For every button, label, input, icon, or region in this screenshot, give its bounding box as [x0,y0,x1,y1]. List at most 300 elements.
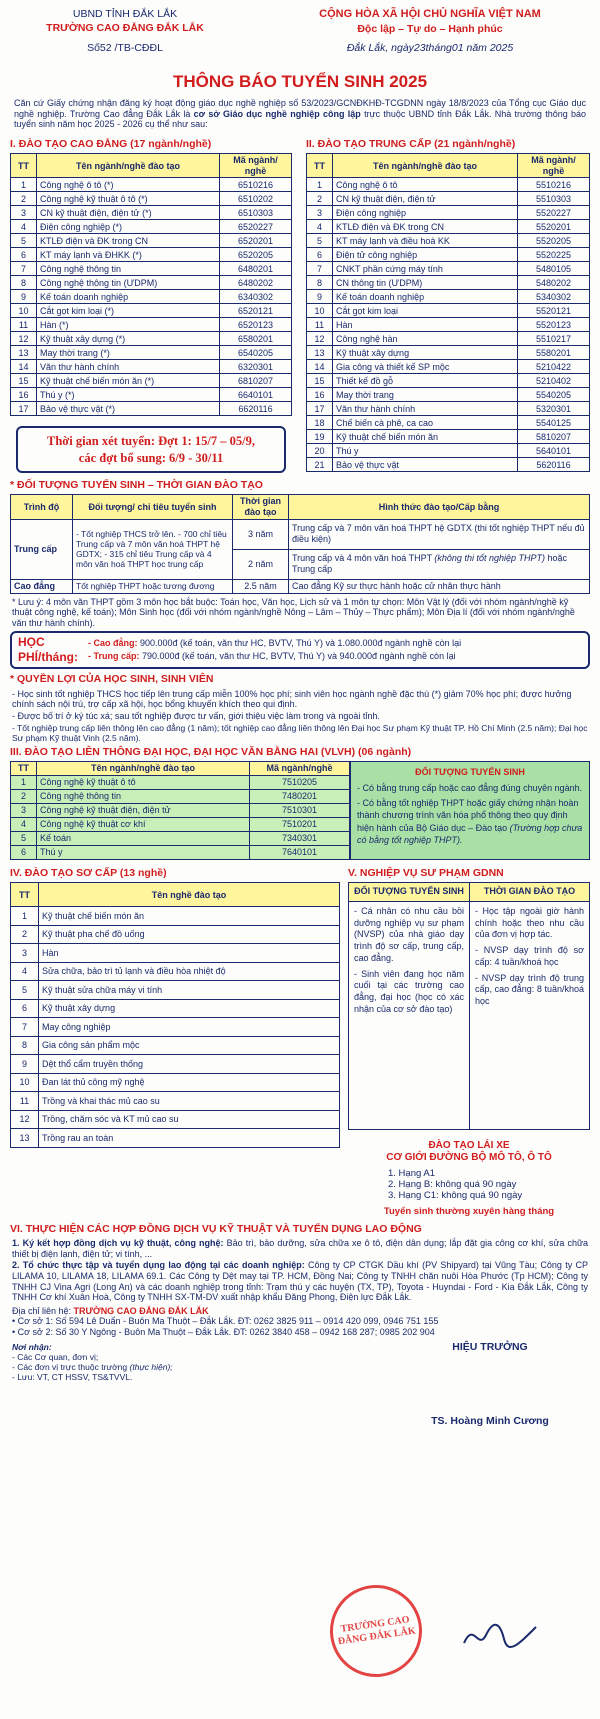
tc-table-cell: Hàn [333,318,518,332]
tc-table-cell: 5 [307,234,333,248]
admission-time-banner [16,426,286,473]
lt-table-row [11,832,350,846]
tc-table-cell: 5620116 [518,458,590,472]
sc-table-cell: 9 [11,1055,39,1074]
dt-tc-object: - Tốt nghiệp THCS trở lên. - 700 chỉ tiêu Trung cấp và 7 môn văn hoá THPT hệ GDTX; - 315 chỉ tiêu Trung cấp và 4 môn văn hoá THPT học trung cấp [73,519,233,579]
tc-table-cell: 15 [307,374,333,388]
cd-table-cell: 6580201 [220,332,292,346]
sc-th-tt: TT [11,883,39,907]
lt-table-row [11,790,350,804]
tc-table-cell: 18 [307,416,333,430]
document-header [10,8,590,70]
cd-table-cell: Công nghệ kỹ thuật ô tô (*) [37,192,220,206]
tc-table-cell: 2 [307,192,333,206]
lt-object-2b: (Trường hợp chưa có bằng tốt nghiệp THPT). [357,822,583,845]
cd-table-cell: Công nghệ ô tô (*) [37,178,220,192]
tc-table-row [307,192,590,206]
tc-table-cell: 5520123 [518,318,590,332]
cd-table-header [11,154,292,178]
tc-table-cell: 9 [307,290,333,304]
tc-table-cell: 5580201 [518,346,590,360]
signer-role: HIỆU TRƯỞNG [452,1340,528,1353]
cd-table-row [11,402,292,416]
tc-th-code: Mã ngành/ nghề [518,154,590,178]
contact-block [12,1306,588,1338]
lt-table-wrap [10,761,350,860]
tc-table-cell: 5520201 [518,220,590,234]
tc-table-cell: 17 [307,402,333,416]
tc-table-cell: 5510217 [518,332,590,346]
tc-table-cell: 5320301 [518,402,590,416]
tc-table-cell: CN kỹ thuật điện, điện tử [333,192,518,206]
page-title: THÔNG BÁO TUYỂN SINH 2025 [172,72,428,91]
cd-table-cell: 6540205 [220,346,292,360]
vi-paragraph-1 [12,1238,588,1259]
sc-table-row [11,981,340,1000]
vi-paragraph-2 [12,1260,588,1302]
tc-table-cell: 5520121 [518,304,590,318]
dt-th-time: Thời gian đào tạo [233,495,289,519]
tc-table-row [307,360,590,374]
tc-table-cell: 7 [307,262,333,276]
cd-table-cell: 14 [11,360,37,374]
lt-table-cell: 7510201 [250,818,350,832]
nv-section-title: V. NGHIỆP VỤ SƯ PHẠM GDNN [348,867,504,879]
cd-table-cell: 6810207 [220,374,292,388]
cd-table-row [11,388,292,402]
sc-table-cell: 1 [11,907,39,926]
lt-table-cell: Công nghệ thông tin [37,790,250,804]
issuer-authority: UBND TỈNH ĐẮK LẮK [72,8,178,20]
cd-table-row [11,290,292,304]
driving-footer: Tuyển sinh thường xuyên hàng tháng [383,1205,555,1217]
tc-table-cell: 10 [307,304,333,318]
sc-nv-section [10,864,590,1217]
tc-table-cell: CN thông tin (ƯDPM) [333,276,518,290]
cd-table-cell: 6510202 [220,192,292,206]
sc-table-body [11,907,340,1148]
national-name: CỘNG HÒA XÃ HỘI CHỦ NGHĨA VIỆT NAM [319,8,541,20]
tc-table-cell: 6 [307,248,333,262]
tc-table-cell: 5540125 [518,416,590,430]
signature-space [390,1353,590,1415]
cd-table-row [11,220,292,234]
tc-table-cell: 14 [307,360,333,374]
tuition-cd-head: - Cao đẳng: [88,637,138,648]
tc-table-cell: 16 [307,388,333,402]
driving-item: 1. Hạng A1 [388,1167,436,1179]
tc-table-cell: 5810207 [518,430,590,444]
tc-table-cell: 11 [307,318,333,332]
cd-table-cell: 1 [11,178,37,192]
cd-table-cell: 17 [11,402,37,416]
driving-section [348,1140,590,1216]
tc-table-cell: Thú y [333,444,518,458]
lt-table-cell: 5 [11,832,37,846]
admission-time-line1: Thời gian xét tuyển: Đợt 1: 15/7 – 05/9, [47,434,255,449]
sc-table-cell: Kỹ thuật sửa chữa máy vi tính [39,981,340,1000]
vi-section-title: VI. THỰC HIỆN CÁC HỢP ĐỒNG DỊCH VỤ KỸ THUẬT VÀ TUYỂN DỤNG LAO ĐỘNG [10,1222,422,1235]
lt-th-code: Mã ngành/nghề [250,762,350,776]
cd-table-cell: 5 [11,234,37,248]
tc-table-cell: 5480105 [518,262,590,276]
cd-table-row [11,262,292,276]
sc-table-cell: 2 [11,925,39,944]
dt-cd-form: Cao đẳng Kỹ sư thực hành hoặc cử nhân thực hành [289,579,590,593]
cd-table [10,153,292,416]
sc-table-cell: 12 [11,1110,39,1129]
cd-table-cell: 7 [11,262,37,276]
cd-table-cell: 15 [11,374,37,388]
cd-table-row [11,276,292,290]
tc-table-row [307,304,590,318]
driving-item: 2. Hạng B: không quá 90 ngày [388,1179,517,1191]
cd-table-cell: 6520201 [220,234,292,248]
cd-table-cell: Điện công nghiệp (*) [37,220,220,234]
footer [10,1341,590,1428]
lt-table-cell: Công nghệ kỹ thuật điện, điện tử [37,804,250,818]
sc-th-name: Tên nghề đào tạo [39,883,340,907]
cd-table-row [11,192,292,206]
lt-table-row [11,776,350,790]
cd-table-cell: 6510216 [220,178,292,192]
cd-table-cell: 6340302 [220,290,292,304]
nv-time-3: - NVSP dạy trình độ trung cấp, cao đẳng: 8 tuần/khoá học [475,972,584,1006]
cd-table-cell: Công nghệ thông tin [37,262,220,276]
sc-table-cell: Kỹ thuật chế biến món ăn [39,907,340,926]
sc-table-cell: 5 [11,981,39,1000]
cd-table-cell: 13 [11,346,37,360]
sc-table-cell: Dệt thổ cẩm truyền thống [39,1055,340,1074]
tc-table-cell: Điện công nghiệp [333,206,518,220]
dt-th-level: Trình độ [11,495,73,519]
cd-table-cell: 6510303 [220,206,292,220]
sc-table-cell: Kỹ thuật pha chế đồ uống [39,925,340,944]
sc-table-cell: 11 [11,1092,39,1111]
sc-table-cell: 3 [11,944,39,963]
tc-table-cell: 5520205 [518,234,590,248]
tc-table-cell: 5510303 [518,192,590,206]
tc-table-cell: Gia công và thiết kế SP mộc [333,360,518,374]
lt-section [10,761,590,860]
cd-table-row [11,248,292,262]
tuition-tc-text: 790.000đ (kế toán, văn thư HC, BVTV, Thú Y) và 940.000đ ngành nghề còn lại [139,651,456,662]
lt-table-cell: 4 [11,818,37,832]
cd-table-cell: Cắt gọt kim loại (*) [37,304,220,318]
tc-table-cell: 12 [307,332,333,346]
cd-th-name: Tên ngành/nghề đào tạo [37,154,220,178]
tc-th-name: Tên ngành/nghề đào tạo [333,154,518,178]
tc-table-cell: 5540205 [518,388,590,402]
tc-table-cell: 5640101 [518,444,590,458]
tc-table-row [307,444,590,458]
tc-table-body [307,178,590,472]
tc-table-cell: Chế biến cà phê, ca cao [333,416,518,430]
tc-table-cell: 3 [307,206,333,220]
document-date: Đắk Lắk, ngày23tháng01 năm 2025 [346,42,514,55]
lt-table [10,761,350,860]
sc-table-row [11,925,340,944]
sc-table-cell: 4 [11,962,39,981]
tc-table-cell: 20 [307,444,333,458]
sc-table-cell: Trồng và khai thác mủ cao su [39,1092,340,1111]
tc-table-cell: 5520227 [518,206,590,220]
cd-table-cell: Bảo vệ thực vật (*) [37,402,220,416]
lt-table-cell: 7480201 [250,790,350,804]
sc-table-cell: Đan lát thủ công mỹ nghệ [39,1073,340,1092]
cd-table-cell: 6320301 [220,360,292,374]
nv-time-head: THỜI GIAN ĐÀO TẠO [470,883,589,902]
tc-table-row [307,276,590,290]
tc-table-row [307,262,590,276]
tc-table-row [307,416,590,430]
tc-table-cell: Công nghệ hàn [333,332,518,346]
sc-table-row [11,1018,340,1037]
cd-table-cell: 8 [11,276,37,290]
dt-th-form: Hình thức đào tạo/Cấp bằng [289,495,590,519]
dt-tc-label: Trung cấp [11,519,73,579]
issuer-school: TRƯỜNG CAO ĐẲNG ĐẮK LẮK [46,22,204,35]
sc-table-cell: 13 [11,1129,39,1148]
tc-table-cell: 5510216 [518,178,590,192]
recipients-head: Nơi nhận: [12,1341,52,1352]
cd-table-cell: 4 [11,220,37,234]
lt-table-cell: Kế toán [37,832,250,846]
sc-table-row [11,999,340,1018]
cd-table-cell: 2 [11,192,37,206]
dt-tc-time2: 2 năm [233,549,289,579]
cd-th-code: Mã ngành/ nghề [220,154,292,178]
cd-table-cell: Kỹ thuật xây dựng (*) [37,332,220,346]
recipient-3: - Lưu: VT, CT HSSV, TS&TVVL. [12,1371,133,1382]
recipient-2a: - Các đơn vị trực thuộc trường [12,1361,130,1372]
note-paragraph: * Lưu ý: 4 môn văn THPT gồm 3 môn học bắt buộc: Toán học, Văn học, Lịch sử và 1 môn tự chọn: Môn Vật lý (đối với nhóm ngành/nghề kỹ thuật công nghệ, kế toán); Môn Sinh học (đối với nhóm ngành/nghề Nông – Lâm – Thủy – Thực phẩm); Môn Địa lí (đối với nhóm ngành/nghề văn thư hành chính). [12,596,575,628]
cd-table-cell: Công nghệ thông tin (ƯDPM) [37,276,220,290]
signer-name: TS. Hoàng Minh Cương [431,1415,549,1428]
contact-cs1: • Cơ sở 1: Số 594 Lê Duẩn - Buôn Ma Thuột – Đắk Lắk. ĐT: 0262 3825 911 – 0914 420 099, 0946 751 155 [12,1316,439,1327]
lt-th-name: Tên ngành/nghề đào tạo [37,762,250,776]
lt-table-cell: 1 [11,776,37,790]
signature-icon [460,1615,540,1655]
recipient-2 [12,1362,173,1372]
tc-table [306,153,590,472]
dt-table [10,494,590,593]
cd-table-cell: 6620116 [220,402,292,416]
tc-table-cell: Bảo vệ thực vật [333,458,518,472]
cd-table-cell: 6640101 [220,388,292,402]
lt-object-2a: - Có bằng tốt nghiệp THPT hoặc giấy chứng nhận hoàn thành chương trình văn hóa phổ thông theo quy định hiện hành của Bộ Giáo dục – Đào tạo [357,798,579,833]
tc-table-row [307,388,590,402]
sc-table-row [11,1092,340,1111]
cd-column [10,135,292,473]
tc-section-title: II. ĐÀO TẠO TRUNG CẤP (21 ngành/nghề) [306,137,516,150]
tc-column [306,135,590,473]
nv-object-1: - Cá nhân có nhu cầu bồi dưỡng nghiệp vụ sư phạm (NVSP) của nhà giáo dạy trình độ sơ cấp, trung cấp, cao đẳng. [354,906,464,963]
lt-table-cell: Công nghệ kỹ thuật cơ khí [37,818,250,832]
cd-table-row [11,332,292,346]
tc-table-row [307,178,590,192]
tc-table-cell: Kỹ thuật chế biến món ăn [333,430,518,444]
sc-table-cell: 6 [11,999,39,1018]
sc-table-cell: Kỹ thuật xây dựng [39,999,340,1018]
lt-table-cell: Thú y [37,846,250,860]
contact-lead-text: Địa chỉ liên hệ: [12,1305,74,1316]
nv-object-head: ĐỐI TƯỢNG TUYỂN SINH [349,883,469,902]
tc-table-row [307,248,590,262]
sc-table-row [11,1129,340,1148]
tc-table-cell: Thiết kế đồ gỗ [333,374,518,388]
cd-table-cell: 6520121 [220,304,292,318]
sc-table-cell: Trồng rau an toàn [39,1129,340,1148]
benefit-item-1: - Học sinh tốt nghiệp THCS học tiếp lên trung cấp miễn 100% học phí; sinh viên học ngành nghề đặc thù (*) giảm 70% học phí; được hưởng chính sách nội trú, trợ cấp xã hội, học bổng khuyến khích theo qui định. [12,688,572,710]
sc-table-row [11,1073,340,1092]
sc-table-row [11,944,340,963]
cd-table-cell: 10 [11,304,37,318]
vi-p2-head: 2. Tổ chức thực tập và tuyển dụng lao động tại các doanh nghiệp: [12,1260,305,1271]
lt-table-row [11,818,350,832]
lt-th-tt: TT [11,762,37,776]
lt-object-1: - Có bằng trung cấp hoặc cao đẳng đúng chuyên ngành. [357,783,583,794]
lt-table-cell: 7510301 [250,804,350,818]
stamp-text: TRƯỜNG CAO ĐẲNG ĐẮK LẮK [337,1614,417,1648]
cd-section-title: I. ĐÀO TẠO CAO ĐẲNG (17 ngành/nghề) [10,137,212,150]
cd-table-cell: KT máy lạnh và ĐHKK (*) [37,248,220,262]
lt-object-2 [357,797,583,846]
sc-table-cell: Gia công sản phẩm mộc [39,1036,340,1055]
tuition-label: HỌC PHÍ/tháng: [18,635,78,665]
recipients-block [12,1342,173,1427]
nv-object-2: - Sinh viên đang học năm cuối tại các trường cao đẳng, đại học (học có xác nhận của cơ sở đào tạo) [354,968,464,1014]
cd-table-row [11,318,292,332]
cd-table-cell: KTLĐ điện và ĐK trong CN [37,234,220,248]
cd-table-row [11,374,292,388]
sc-table-header [11,883,340,907]
intro-paragraph [10,98,590,130]
sc-section-title: IV. ĐÀO TẠO SƠ CẤP (13 nghề) [10,867,167,879]
nv-column [348,864,590,1217]
sc-table-row [11,1055,340,1074]
tc-table-row [307,332,590,346]
benefit-item-2: - Được bố trí ở ký túc xá; sau tốt nghiệp được tư vấn, giới thiệu việc làm trong và ngoài tỉnh. [12,710,380,721]
dt-cd-time: 2.5 năm [233,579,289,593]
tc-table-cell: 5210402 [518,374,590,388]
dt-th-object: Đối tượng/ chỉ tiêu tuyển sinh [73,495,233,519]
dt-tc-form2-c: hoặc Trung cấp [292,553,568,575]
cd-table-row [11,360,292,374]
tc-table-row [307,234,590,248]
national-motto: Độc lập – Tự do – Hạnh phúc [357,22,503,35]
sc-table-cell: 7 [11,1018,39,1037]
dt-table-header [11,495,590,519]
tc-table-header [307,154,590,178]
dt-tc-form1: Trung cấp và 7 môn văn hoá THPT hệ GDTX (thi tốt nghiệp THPT nếu đủ điều kiện) [289,519,590,549]
tc-table-cell: 13 [307,346,333,360]
tc-table-cell: 8 [307,276,333,290]
intro-text-a: Căn cứ Giấy chứng nhận đăng ký hoạt động giáo dục nghề nghiệp số 53/2023/GCNĐKHĐ-TCGDNN ngày 18/8/2023 của Tổng cục Giáo dục nghề nghiệp. Trường Cao đẳng Đắk Lắk là [14,98,586,119]
tc-table-cell: 5480202 [518,276,590,290]
driving-item: 3. Hạng C1: không quá 90 ngày [388,1190,523,1202]
cd-table-cell: May thời trang (*) [37,346,220,360]
tuition-text [88,637,461,664]
sc-table-cell: 10 [11,1073,39,1092]
sc-table-cell: 8 [11,1036,39,1055]
vi-p1-text: Bảo trì, bảo dưỡng, sửa chữa xe ô tô, điện dân dụng; lắp đặt gia công cơ khí, sửa chữa thiết bị điện lạnh, điện tử; vi tính, ... [12,1238,588,1259]
lt-table-cell: 7340301 [250,832,350,846]
lt-table-body [11,776,350,860]
vi-p2-text: Công ty CP CTGK Dầu khí (PV Shipyard) tại Vũng Tàu; Công ty CP LILAMA 10, LILAMA 18, LILAMA 69.1. Các Công ty Dệt may tại TP. HCM, Đồng Nai; Công ty TNHH chăn nuôi Hòa Phước (Tp HCM); Công ty TNHH CJ Vina Agri (Long An) và các doanh nghiệp trong tỉnh: Trạm thú y các huyện (TX, TP), Toyota - Huyndai - Ford - Kia Đắk Lắk, Công ty TNHH Cơ khí Xuân Hoà, Công ty TNHH SX-TM-DV xuất nhập khẩu Đăng Phong, Điện lực Đắk Lắk. [12,1260,588,1303]
cd-table-cell: 6520123 [220,318,292,332]
cd-table-cell: 6 [11,248,37,262]
tc-table-cell: Điện tử công nghiệp [333,248,518,262]
tc-table-cell: 4 [307,220,333,234]
issuer-block [10,8,240,70]
lt-table-row [11,804,350,818]
tc-table-cell: KTLĐ điện và ĐK trong CN [333,220,518,234]
lt-table-header [11,762,350,776]
tc-table-cell: Công nghệ ô tô [333,178,518,192]
cd-table-cell: Hàn (*) [37,318,220,332]
cd-table-row [11,234,292,248]
tuition-cd [88,637,461,651]
tc-table-row [307,374,590,388]
dt-row-tc1 [11,519,590,549]
sc-table-cell: Sửa chữa, bảo trì tủ lạnh và điều hòa nhiệt độ [39,962,340,981]
recipient-2b: (thực hiện); [129,1361,173,1372]
dt-cd-label: Cao đẳng [11,579,73,593]
dt-row-cd [11,579,590,593]
sc-table-row [11,1036,340,1055]
admission-time-line2: các đợt bổ sung: 6/9 - 30/11 [78,450,224,465]
intro-text-c: trực thuộc UBND tỉnh Đắk Lắk. Nhà trường thông báo tuyển sinh năm học 2025 - 2026 cụ thể như sau: [14,108,586,130]
tc-table-cell: Cắt gọt kim loại [333,304,518,318]
driving-list [388,1168,590,1202]
school-stamp [324,1579,428,1683]
benefit-item-3: - Tốt nghiệp trung cấp liên thông lên cao đẳng (1 năm); tốt nghiệp cao đẳng liên thông lên Đại học Sư phạm Kỹ thuật TP. Hồ Chí Minh (2.5 năm); Đại học Sư phạm Kỹ thuật Vinh (2.5 năm). [12,722,588,743]
dt-tc-form2-b: (không thi tốt nghiệp THPT) [434,553,545,564]
cd-table-row [11,178,292,192]
tc-table-cell: 5520225 [518,248,590,262]
cd-table-cell: CN kỹ thuật điện, điện tử (*) [37,206,220,220]
tc-table-row [307,402,590,416]
driving-title-1: ĐÀO TẠO LÁI XE [428,1140,510,1152]
sc-table-cell: Trồng, chăm sóc và KT mủ cao su [39,1110,340,1129]
nv-time-2: - NVSP dạy trình độ sơ cấp: 4 tuần/khoá học [475,945,584,967]
lt-table-cell: 7640101 [250,846,350,860]
lt-table-cell: 7510205 [250,776,350,790]
cd-table-cell: 16 [11,388,37,402]
dt-section-title: * ĐỐI TƯỢNG TUYỂN SINH – THỜI GIAN ĐÀO TẠO [10,478,263,491]
cd-table-row [11,206,292,220]
tc-table-row [307,430,590,444]
benefits-title: * QUYỀN LỢI CỦA HỌC SINH, SINH VIÊN [10,673,214,686]
tc-table-cell: May thời trang [333,388,518,402]
cd-table-row [11,304,292,318]
tc-table-cell: Kế toán doanh nghiệp [333,290,518,304]
lt-table-cell: 3 [11,804,37,818]
tuition-box [10,631,590,669]
lt-table-cell: 2 [11,790,37,804]
tc-table-row [307,290,590,304]
cd-table-row [11,346,292,360]
cd-table-cell: Kỹ thuật chế biến món ăn (*) [37,374,220,388]
cd-th-tt: TT [11,154,37,178]
cd-table-cell: Kế toán doanh nghiệp [37,290,220,304]
cd-table-cell: 6520227 [220,220,292,234]
contact-cs2: • Cơ sở 2: Số 30 Y Ngông - Buôn Ma Thuột – Đắk Lắk. ĐT: 0262 3840 458 – 0942 168 287; 0985 202 904 [12,1327,435,1338]
recipient-1: - Các Cơ quan, đơn vị; [12,1351,99,1362]
tc-table-row [307,346,590,360]
contact-school: TRƯỜNG CAO ĐẲNG ĐẮK LẮK [73,1305,209,1316]
